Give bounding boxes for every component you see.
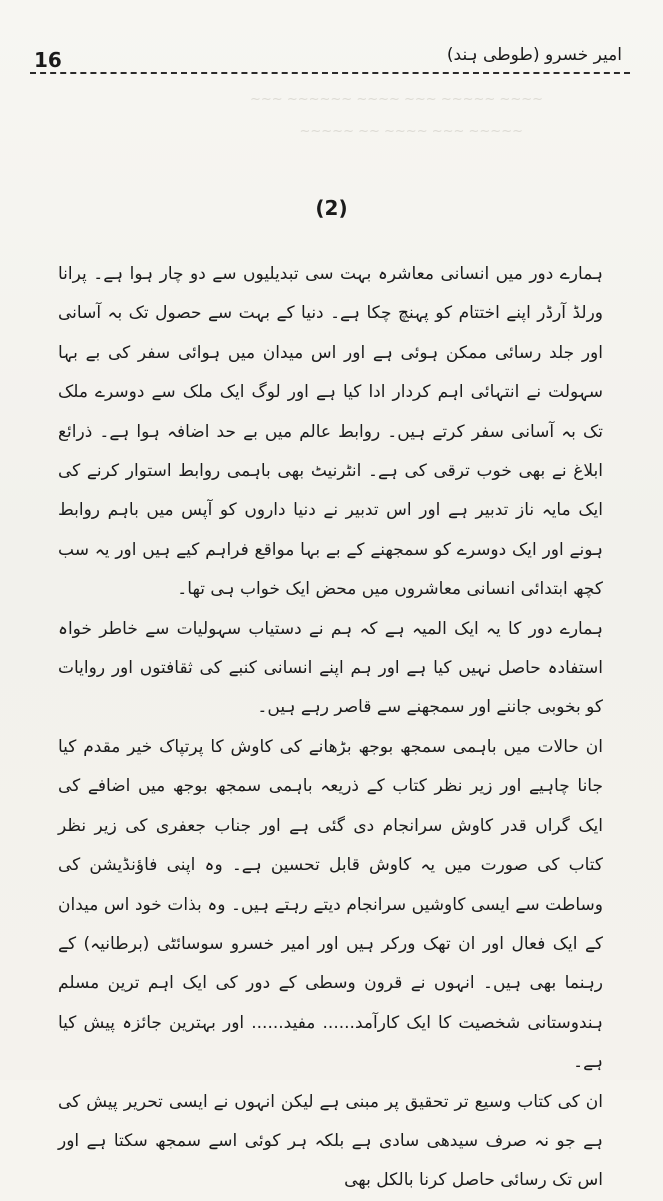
body-text bbox=[58, 255, 603, 1201]
show-through-text: ~~~~ ~~~~~ ~~~ ~~~~ ~~~~~~ ~~~ bbox=[250, 92, 543, 107]
paragraph: ان کی کتاب وسیع تر تحقیق پر مبنی ہے لیکن انہوں نے ایسی تحریر پیش کی ہے جو نہ صرف سیدھی سادی ہے بلکہ ہر کوئی اسے سمجھ سکتا ہے اور اس تک رسائی حاصل کرنا بالکل بھی bbox=[58, 1091, 603, 1191]
paragraph: ہمارے دور کا یہ ایک المیہ ہے کہ ہم نے دستیاب سہولیات سے خاطر خواہ استفادہ حاصل نہیں کیا ہے اور ہم اپنے انسانی کنبے کی ثقافتوں اور روایات کو بخوبی جاننے اور سمجھنے سے قاصر رہے ہیں۔ bbox=[58, 618, 603, 718]
header-divider bbox=[30, 72, 630, 74]
paragraph: ہمارے دور میں انسانی معاشرہ بہت سی تبدیلیوں سے دو چار ہوا ہے۔ پرانا ورلڈ آرڈر اپنے اختتام کو پہنچ چکا ہے۔ دنیا کے بہت سے حصول تک بہ آسانی اور جلد رسائی ممکن ہوئی ہے اور اس میدان میں ہوائی سفر کی بے بہا سہولت نے انتہائی اہم کردار ادا کیا ہے اور لوگ ایک ملک سے دوسرے ملک تک بہ آسانی سفر کرتے ہیں۔ روابط عالم میں بے حد اضافہ ہوا ہے۔ ذرائع ابلاغ نے بھی خوب ترقی کی ہے۔ انٹرنیٹ بھی باہمی روابط استوار کرنے کی ایک مایہ ناز تدبیر ہے اور اس تدبیر نے دنیا داروں کو آپس میں باہم روابط ہونے اور ایک دوسرے کو سمجھنے کے بے بہا مواقع فراہم کیے ہیں اور یہ سب کچھ ابتدائی انسانی معاشروں میں محض ایک خواب ہی تھا۔ bbox=[58, 264, 603, 600]
running-title: امیر خسرو (طوطی ہند) bbox=[446, 45, 622, 65]
page-header bbox=[30, 40, 630, 74]
page-number: 16 bbox=[34, 48, 62, 72]
section-number: (2) bbox=[315, 196, 348, 220]
show-through-text: ~~~~~ ~~~ ~~~~ ~~ ~~~~~ bbox=[299, 124, 523, 139]
paragraph: ان حالات میں باہمی سمجھ بوجھ بڑھانے کی کاوش کا پرتپاک خیر مقدم کیا جانا چاہیے اور زیر نظر کتاب کے ذریعہ باہمی سمجھ بوجھ میں اضافے کی ایک گراں قدر کاوش سرانجام دی گئی ہے اور جناب جعفری کی زیر نظر کتاب کی صورت میں یہ کاوش قابل تحسین ہے۔ وہ اپنی فاؤنڈیشن کی وساطت سے ایسی کاوشیں سرانجام دیتے رہتے ہیں۔ وہ بذات خود اس میدان کے ایک فعال اور ان تھک ورکر ہیں اور امیر خسرو سوسائٹی (برطانیہ) کے رہنما بھی ہیں۔ انہوں نے قرون وسطی کے دور کی ایک اہم ترین مسلم ہندوستانی شخصیت کا ایک کارآمد...... مفید...... اور بہترین جائزہ پیش کیا ہے۔ bbox=[58, 736, 603, 1073]
